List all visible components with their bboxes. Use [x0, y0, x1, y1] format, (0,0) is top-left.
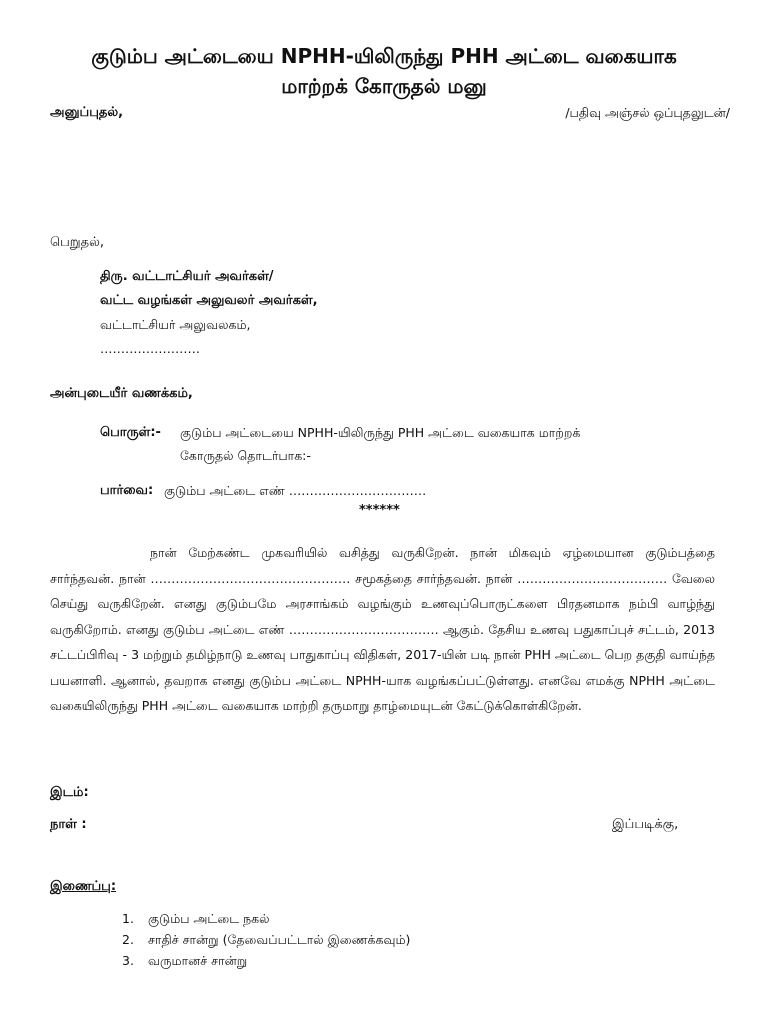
attachment-item [122, 952, 247, 970]
recipient-line-3: வட்டாட்சியர் அலுவலகம், [100, 317, 251, 332]
registered-post-note: /பதிவு அஞ்சல் ஒப்புதலுடன்/ [565, 105, 730, 120]
recipient-line-4: …………………… [100, 341, 200, 356]
place-label: இடம்: [50, 785, 89, 800]
attachment-number: 1. [122, 911, 134, 926]
attachment-text: குடும்ப அட்டை நகல் [148, 911, 270, 926]
attachment-number: 2. [122, 932, 134, 947]
title-line-1: குடும்ப அட்டையை NPHH-யிலிருந்து PHH அட்டை வகையாக [91, 44, 677, 68]
attachment-text: சாதிச் சான்று (தேவைப்பட்டால் இணைக்கவும்) [148, 932, 411, 947]
attachment-item [122, 910, 270, 928]
greeting: அன்புடையீர் வணக்கம், [50, 386, 193, 401]
subject-line-2: கோருதல் தொடர்பாக:- [180, 448, 311, 463]
recipient-line-1: திரு. வட்டாட்சியர் அவர்கள்/ [100, 269, 274, 284]
recipient-line-2: வட்ட வழங்கள் அலுவலர் அவர்கள், [100, 293, 318, 308]
title-line-2: மாற்றக் கோருதல் மனு [281, 74, 487, 98]
body-text: நான் மேற்கண்ட முகவரியில் வசித்து வருகிறேன். நான் மிகவும் ஏழ்மையான குடும்பத்தை சார்ந்தவன். நான் ………………………………………… சமூகத்தை சார்ந்தவன். நான் ……………………………… வேலை செய்து வருகிறேன். எனது குடும்பமே அரசாங்கம் வழங்கும் உணவுப்பொருட்களை பிரதனமாக நம்பி வாழ்ந்து வருகிறோம். எனது குடும்ப அட்டை எண் ……………………………… ஆகும். தேசிய உணவு பதுகாப்புச் சட்டம், 2013 சட்டப்பிரிவு - 3 மற்றும் தமிழ்நாடு உணவு பாதுகாப்பு விதிகள், 2017-யின் படி நான் PHH அட்டை பெற தகுதி வாய்ந்த பயனாளி. ஆனால், தவறாக எனது குடும்ப அட்டை NPHH-யாக வழங்கப்பட்டுள்ளது. எனவே எமக்கு NPHH அட்டை வகையிலிருந்து PHH அட்டை வகையாக மாற்றி தருமாறு தாழ்மையுடன் கேட்டுக்கொள்கிறேன். [50, 545, 715, 713]
attachments-label: இணைப்பு: [50, 879, 117, 894]
date-label: நாள் : [50, 817, 87, 832]
subject-line-1: குடும்ப அட்டையை NPHH-யிலிருந்து PHH அட்டை வகையாக மாற்றக் [180, 425, 581, 440]
sender-label: அனுப்புதல், [50, 105, 124, 120]
reference-label: பார்வை: [100, 483, 154, 498]
subject-label: பொருள்:- [100, 425, 161, 440]
closing-signoff: இப்படிக்கு, [612, 817, 679, 832]
body-paragraph [50, 540, 715, 719]
recipient-label: பெறுதல், [50, 235, 105, 250]
reference-text: குடும்ப அட்டை எண் …………………………… [164, 483, 427, 498]
attachment-number: 3. [122, 953, 134, 968]
attachment-item [122, 931, 410, 949]
separator: ****** [359, 503, 400, 518]
attachment-text: வருமானச் சான்று [148, 953, 248, 968]
